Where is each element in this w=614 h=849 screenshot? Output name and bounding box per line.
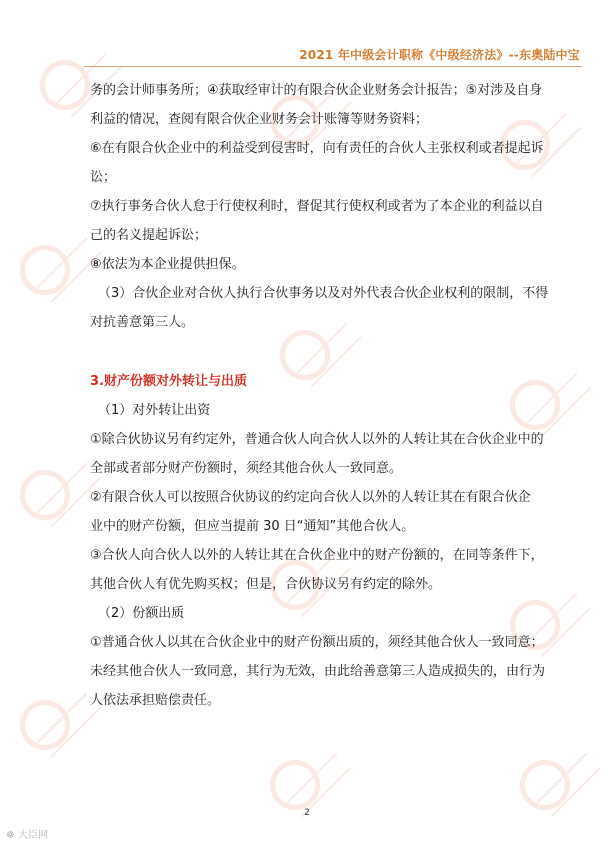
subsection-heading: （2）份额出质 — [98, 606, 185, 621]
paragraph-line: （3）合伙企业对合伙人执行合伙事务以及对外代表合伙企业权利的限制，不得 — [98, 286, 549, 301]
section-spacer — [90, 337, 550, 367]
paragraph-line: ①普通合伙人以其在合伙企业中的财产份额出质的，须经其他合伙人一致同意； — [90, 635, 544, 650]
document-body — [90, 76, 550, 715]
paragraph-line: ⑧依法为本企业提供担保。 — [90, 257, 245, 272]
header-divider — [84, 66, 582, 67]
watermark-logo — [20, 245, 94, 319]
page-header-title: 2021 年中级会计职称《中级经济法》--东奥陆中宝 — [299, 48, 580, 62]
watermark-logo — [520, 760, 594, 834]
paragraph-line: 其他合伙人有优先购买权；但是，合伙协议另有约定的除外。 — [90, 577, 442, 592]
paragraph-line: 业中的财产份额，但应当提前 30 日“通知”其他合伙人。 — [90, 519, 415, 534]
paragraph-line: 务的会计师事务所；④获取经审计的有限合伙企业财务会计报告；⑤对涉及自身 — [90, 83, 543, 98]
watermark-logo — [20, 700, 94, 774]
paragraph-line: ⑥在有限合伙企业中的利益受到侵害时，向有责任的合伙人主张权利或者提起诉 — [90, 141, 544, 156]
paragraph-line: 未经其他合伙人一致同意，其行为无效，由此给善意第三人造成损失的，由行为 — [90, 664, 546, 679]
paragraph-line: 对抗善意第三人。 — [90, 315, 195, 330]
logo-icon: ☸ — [6, 830, 15, 841]
paragraph-line: ①除合伙协议另有约定外，普通合伙人向合伙人以外的人转让其在合伙企业中的 — [90, 432, 544, 447]
logo-text: 大臣网 — [18, 830, 49, 841]
paragraph-line: 己的名义提起诉讼； — [90, 228, 208, 243]
page-number: 2 — [304, 808, 310, 818]
subsection-heading: （1）对外转让出资 — [98, 403, 211, 418]
paragraph-line: 利益的情况，查阅有限合伙企业财务会计账簿等财务资料； — [90, 112, 429, 127]
paragraph-line: ③合伙人向合伙人以外的人转让其在合伙企业中的财产份额的，在同等条件下， — [90, 548, 544, 563]
watermark-logo — [270, 760, 344, 834]
paragraph-line: ②有限合伙人可以按照合伙协议的约定向合伙人以外的人转让其在有限合伙企 — [90, 490, 531, 505]
paragraph-line: 人依法承担赔偿责任。 — [90, 693, 221, 708]
footer-logo — [6, 826, 48, 841]
paragraph-line: 讼； — [90, 170, 117, 185]
paragraph-line: 全部或者部分财产份额时，须经其他合伙人一致同意。 — [90, 461, 403, 476]
section-title: 3.财产份额对外转让与出质 — [90, 374, 247, 389]
watermark-logo — [20, 470, 94, 544]
paragraph-line: ⑦执行事务合伙人怠于行使权利时，督促其行使权利或者为了本企业的利益以自 — [90, 199, 544, 214]
